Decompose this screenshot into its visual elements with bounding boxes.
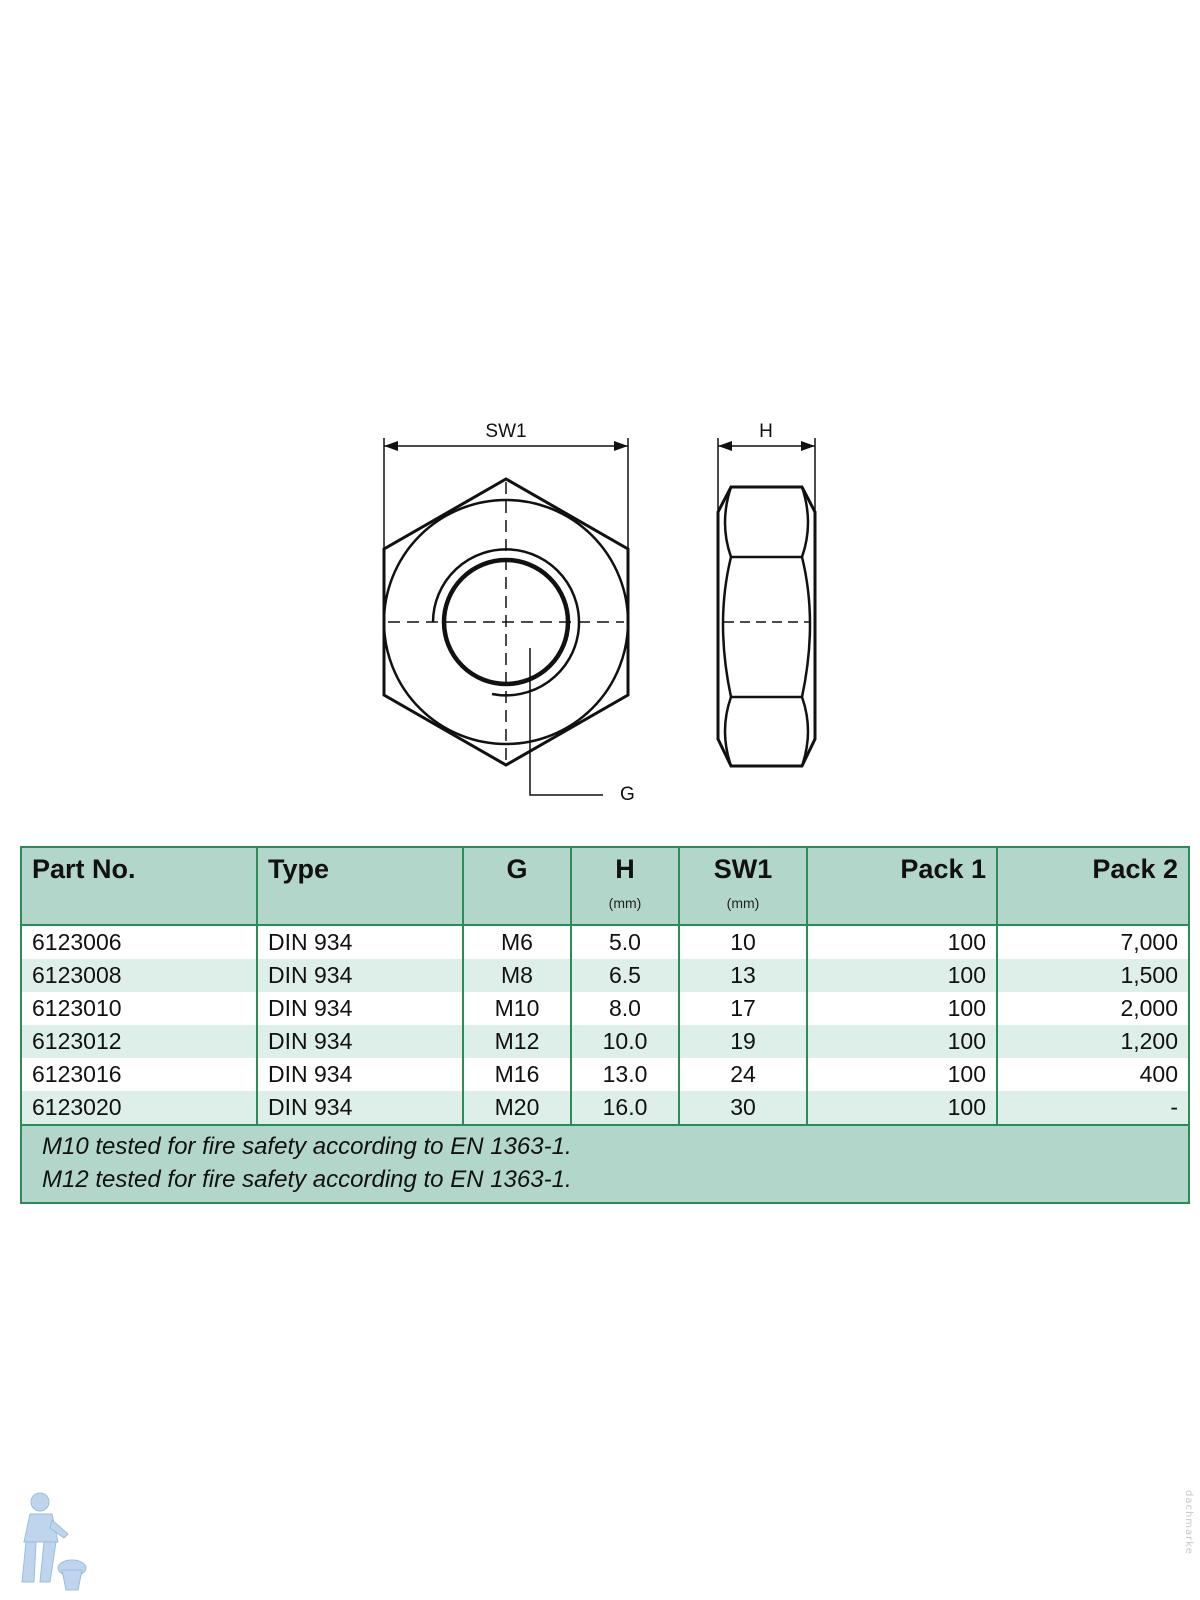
cell-type: DIN 934 [257, 1058, 463, 1091]
cell-g: M10 [463, 992, 571, 1025]
cell-g: M16 [463, 1058, 571, 1091]
cell-h: 10.0 [571, 1025, 679, 1058]
cell-type: DIN 934 [257, 1091, 463, 1125]
header-pack-2: Pack 2 [997, 847, 1189, 925]
header-h: H (mm) [571, 847, 679, 925]
cell-part-no: 6123008 [21, 959, 257, 992]
cell-sw1: 30 [679, 1091, 807, 1125]
sw1-dimension [384, 438, 628, 556]
header-sw1: SW1 (mm) [679, 847, 807, 925]
cell-pack-1: 100 [807, 959, 997, 992]
h-dimension [718, 438, 815, 510]
cell-sw1: 10 [679, 925, 807, 959]
header-g: G [463, 847, 571, 925]
header-pack-1: Pack 1 [807, 847, 997, 925]
header-h-unit: (mm) [608, 895, 642, 911]
table-row [21, 992, 1189, 1025]
cell-part-no: 6123006 [21, 925, 257, 959]
cell-type: DIN 934 [257, 992, 463, 1025]
table-notes-row [21, 1125, 1189, 1203]
cell-g: M20 [463, 1091, 571, 1125]
table-row [21, 1058, 1189, 1091]
plumber-mascot-logo [10, 1490, 90, 1595]
table-row [21, 1025, 1189, 1058]
cell-pack-2: 1,500 [997, 959, 1189, 992]
note-m12: M12 tested for fire safety according to EN 1363-1. [42, 1166, 572, 1193]
note-m10: M10 tested for fire safety according to EN 1363-1. [42, 1133, 572, 1160]
cell-pack-1: 100 [807, 925, 997, 959]
cell-sw1: 17 [679, 992, 807, 1025]
cell-pack-1: 100 [807, 1058, 997, 1091]
table-row [21, 1091, 1189, 1125]
hex-nut-front-view [384, 479, 628, 795]
cell-sw1: 19 [679, 1025, 807, 1058]
cell-g: M8 [463, 959, 571, 992]
cell-pack-2: - [997, 1091, 1189, 1125]
spec-table [20, 846, 1190, 1204]
cell-part-no: 6123020 [21, 1091, 257, 1125]
cell-type: DIN 934 [257, 925, 463, 959]
cell-h: 13.0 [571, 1058, 679, 1091]
cell-sw1: 13 [679, 959, 807, 992]
cell-type: DIN 934 [257, 1025, 463, 1058]
cell-h: 6.5 [571, 959, 679, 992]
cell-part-no: 6123016 [21, 1058, 257, 1091]
thread-label: G [620, 784, 635, 805]
cell-pack-1: 100 [807, 1091, 997, 1125]
cell-h: 8.0 [571, 992, 679, 1025]
table-notes [21, 1125, 1189, 1203]
watermark: dachmarke [1183, 1490, 1194, 1555]
h-dimension-label: H [759, 421, 773, 442]
cell-pack-1: 100 [807, 1025, 997, 1058]
table-header-row [21, 847, 1189, 925]
sw1-dimension-label: SW1 [485, 421, 527, 442]
header-part-no: Part No. [21, 847, 257, 925]
cell-pack-2: 2,000 [997, 992, 1189, 1025]
cell-part-no: 6123010 [21, 992, 257, 1025]
cell-sw1: 24 [679, 1058, 807, 1091]
cell-pack-1: 100 [807, 992, 997, 1025]
header-type: Type [257, 847, 463, 925]
cell-h: 5.0 [571, 925, 679, 959]
table-row [21, 959, 1189, 992]
cell-pack-2: 7,000 [997, 925, 1189, 959]
cell-part-no: 6123012 [21, 1025, 257, 1058]
hex-nut-side-view [718, 487, 815, 766]
cell-g: M6 [463, 925, 571, 959]
cell-h: 16.0 [571, 1091, 679, 1125]
cell-g: M12 [463, 1025, 571, 1058]
cell-pack-2: 400 [997, 1058, 1189, 1091]
table-row [21, 925, 1189, 959]
cell-type: DIN 934 [257, 959, 463, 992]
header-sw1-unit: (mm) [726, 895, 760, 911]
cell-pack-2: 1,200 [997, 1025, 1189, 1058]
